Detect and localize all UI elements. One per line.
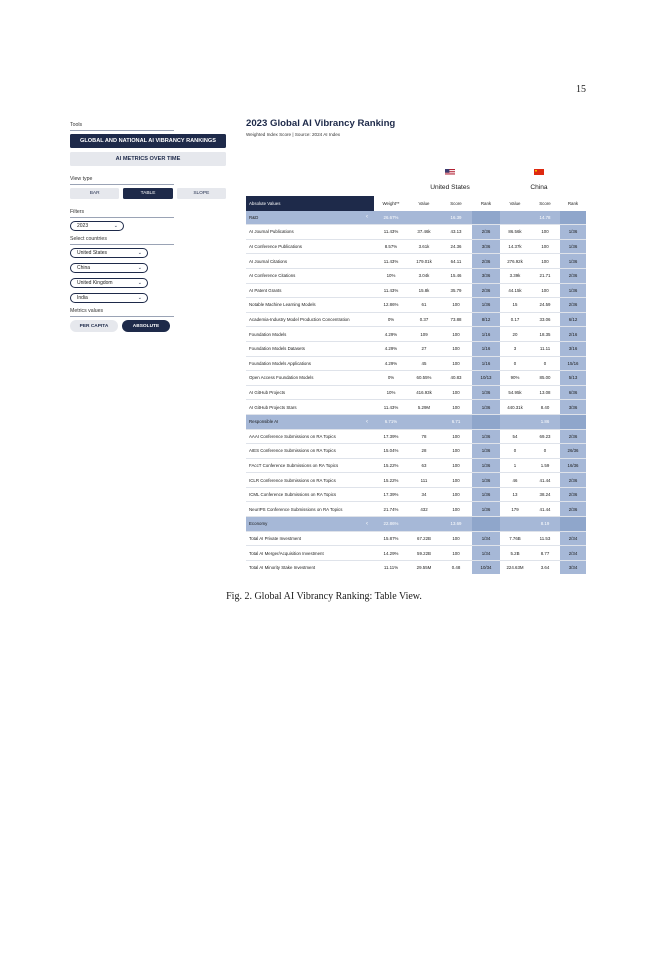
table-cell: FAccT Conference Submissions on RA Topics xyxy=(249,462,339,468)
table-header-row xyxy=(246,196,586,211)
table-row xyxy=(246,298,586,313)
table-cell: 46 xyxy=(512,477,518,483)
table-cell: 3.39k xyxy=(509,273,521,279)
table-cell: 100 xyxy=(452,462,460,468)
table-cell: 1/36 xyxy=(560,284,586,298)
view-type-toggle xyxy=(70,188,226,199)
category-row[interactable] xyxy=(246,415,586,430)
table-cell: 100 xyxy=(452,535,460,541)
table-cell: 0 xyxy=(513,360,517,366)
country-select-4[interactable] xyxy=(70,293,148,303)
table-cell: 416.93k xyxy=(416,390,432,396)
table-row xyxy=(246,357,586,372)
table-cell xyxy=(472,517,500,531)
table-cell: Notable Machine Learning Models xyxy=(249,302,316,308)
table-cell: 10% xyxy=(386,273,396,279)
table-cell: 100 xyxy=(541,287,549,293)
table-cell: 1/36 xyxy=(472,298,500,312)
table-cell: 1.59 xyxy=(540,462,550,468)
table-cell: 440.31k xyxy=(507,404,523,410)
table-cell: 3.61k xyxy=(418,244,430,250)
chevron-down-icon: ⌄ xyxy=(137,280,142,286)
table-cell: 73.88 xyxy=(450,317,462,323)
table-cell: 60.55% xyxy=(416,375,432,381)
year-select[interactable] xyxy=(70,221,124,231)
table-cell: 1 xyxy=(513,462,517,468)
figure-caption: Fig. 2. Global AI Vibrancy Ranking: Table View. xyxy=(226,591,422,602)
table-cell: 8.19 xyxy=(540,521,550,527)
table-row xyxy=(246,342,586,357)
table-cell: 21.71 xyxy=(539,273,551,279)
table-cell: 22.86% xyxy=(383,521,399,527)
table-row xyxy=(246,459,586,474)
table-cell: 67.22B xyxy=(417,535,431,541)
country-value: United Kingdom xyxy=(77,280,113,286)
table-cell: 54.95k xyxy=(508,390,522,396)
table-cell: 179 xyxy=(511,506,519,512)
table-cell: 14.29% xyxy=(383,550,399,556)
table-row xyxy=(246,371,586,386)
table-cell xyxy=(408,211,440,225)
table-cell: 21.74% xyxy=(383,506,399,512)
country-select-2[interactable] xyxy=(70,263,148,273)
country-header-china xyxy=(509,166,569,191)
table-cell: AI Journal Citations xyxy=(249,258,288,264)
collapse-chevron-icon[interactable]: ‹ xyxy=(366,418,368,425)
year-value: 2023 xyxy=(77,223,89,229)
table-cell: 10/13 xyxy=(472,371,500,385)
table-cell: 2/36 xyxy=(560,430,586,444)
table-cell: Economy xyxy=(249,521,268,527)
figure-screenshot xyxy=(68,112,588,574)
table-cell: 100 xyxy=(541,258,549,264)
table-cell: 2/36 xyxy=(560,473,586,487)
table-cell: 1/34 xyxy=(472,546,500,560)
table-cell: 2/36 xyxy=(472,225,500,239)
table-cell: 8.57% xyxy=(384,244,398,250)
table-cell: 100 xyxy=(452,346,460,352)
table-cell: 10/34 xyxy=(472,561,500,574)
table-cell: 15/16 xyxy=(560,357,586,371)
country-value: India xyxy=(77,295,88,301)
table-cell: 40.83 xyxy=(450,375,462,381)
table-cell: 1/36 xyxy=(472,400,500,414)
table-cell: 1/16 xyxy=(472,342,500,356)
table-cell: AI GitHub Projects xyxy=(249,390,286,396)
table-cell: 28 xyxy=(421,448,427,454)
table-cell: 0% xyxy=(387,317,395,323)
table-cell: 5.2B xyxy=(510,550,520,556)
column-header: Weight** xyxy=(382,200,400,206)
table-row xyxy=(246,269,586,284)
table-cell: 109 xyxy=(420,331,428,337)
table-cell: Open Access Foundation Models xyxy=(249,375,314,381)
table-cell: 15 xyxy=(512,302,518,308)
table-cell: 0.17 xyxy=(510,317,520,323)
table-cell: 35.79 xyxy=(450,287,462,293)
table-cell: 100 xyxy=(452,360,460,366)
table-cell: Total AI Merger/Acquisition Investment xyxy=(249,550,324,556)
table-cell: 1/16 xyxy=(472,327,500,341)
metrics-tool-button[interactable]: AI METRICS OVER TIME xyxy=(70,152,226,166)
table-cell: 0 xyxy=(513,448,517,454)
column-header: Value xyxy=(418,200,430,206)
table-cell: 14.78 xyxy=(539,214,551,220)
table-cell: AIES Conference Submissions on RA Topics xyxy=(249,448,336,454)
table-cell: 63 xyxy=(421,462,427,468)
table-row xyxy=(246,254,586,269)
table-cell: 3/36 xyxy=(560,400,586,414)
table-cell: 24.59 xyxy=(539,302,551,308)
table-cell xyxy=(500,211,530,225)
table-cell: 11.53 xyxy=(539,535,551,541)
table-cell: 13 xyxy=(512,492,518,498)
controls-panel xyxy=(70,122,226,332)
table-cell: 3/36 xyxy=(472,240,500,254)
table-row xyxy=(246,532,586,547)
table-row xyxy=(246,444,586,459)
table-cell: 2/36 xyxy=(560,488,586,502)
table-cell: 17.39% xyxy=(383,492,399,498)
table-row xyxy=(246,284,586,299)
table-cell: 24.36 xyxy=(450,244,462,250)
table-cell: Foundation Models Datasets xyxy=(249,346,305,352)
table-cell: 1/36 xyxy=(560,254,586,268)
table-cell: 34 xyxy=(421,492,427,498)
table-cell: 61 xyxy=(421,302,427,308)
table-row xyxy=(246,240,586,255)
table-row xyxy=(246,488,586,503)
table-cell: Responsible AI xyxy=(249,419,279,425)
table-cell xyxy=(560,415,586,429)
table-cell: 2/36 xyxy=(560,298,586,312)
table-cell: 11.43% xyxy=(383,404,399,410)
table-cell: 3/36 xyxy=(472,269,500,283)
table-cell: 15.04% xyxy=(383,448,399,454)
table-row xyxy=(246,502,586,517)
table-cell: AI GitHub Projects Stars xyxy=(249,404,297,410)
table-cell: 100 xyxy=(452,492,460,498)
table-cell: AI Conference Publications xyxy=(249,244,302,250)
table-cell: 5.29M xyxy=(417,404,431,410)
table-cell: 100 xyxy=(452,390,460,396)
table-row xyxy=(246,225,586,240)
view-type-label: View type xyxy=(70,176,174,185)
table-cell: 276.92k xyxy=(507,258,523,264)
table-cell: 1/16 xyxy=(472,357,500,371)
table-cell: AI Patent Grants xyxy=(249,287,282,293)
table-cell: 13.69 xyxy=(450,521,462,527)
table-cell: 3/16 xyxy=(560,342,586,356)
table-cell: 15.22% xyxy=(383,477,399,483)
table-cell: 111 xyxy=(420,477,428,483)
table-cell xyxy=(472,415,500,429)
chevron-down-icon: ⌄ xyxy=(137,250,142,256)
ranking-subtitle: Weighted Index Score | Source: 2024 AI Index xyxy=(246,132,341,137)
table-cell: 1/36 xyxy=(472,459,500,473)
collapse-chevron-icon[interactable]: ‹ xyxy=(366,520,368,527)
table-cell: 3 xyxy=(513,346,517,352)
country-select-3[interactable] xyxy=(70,278,148,288)
table-cell: NeurIPS Conference Submissions on RA Topics xyxy=(249,506,343,512)
table-cell: 20 xyxy=(512,331,518,337)
table-cell: 13.08 xyxy=(539,390,551,396)
table-cell: 0.48 xyxy=(451,565,461,571)
table-cell: 6/36 xyxy=(560,386,586,400)
table-cell: 224.63M xyxy=(506,565,524,571)
table-cell: 6.71 xyxy=(451,419,461,425)
table-cell: 100 xyxy=(452,506,460,512)
table-cell: 44.15k xyxy=(508,287,522,293)
table-cell: 6.71% xyxy=(384,419,398,425)
page-number: 15 xyxy=(576,84,586,95)
column-header: Rank xyxy=(567,200,579,206)
chevron-down-icon: ⌄ xyxy=(137,265,142,271)
country-header-us xyxy=(420,166,480,191)
filters-label: Filters xyxy=(70,209,174,218)
country-select-1[interactable] xyxy=(70,248,148,258)
us-flag-icon xyxy=(445,169,455,176)
table-cell: 64.11 xyxy=(450,258,462,264)
table-cell: 2/34 xyxy=(560,546,586,560)
category-row[interactable] xyxy=(246,211,586,226)
table-cell: 16.39 xyxy=(450,214,462,220)
table-cell: 59.22B xyxy=(417,550,431,556)
table-cell: 15.8k xyxy=(418,287,430,293)
table-cell: 86.56k xyxy=(508,229,522,235)
table-cell: 1/36 xyxy=(560,225,586,239)
table-cell: 11.11% xyxy=(383,565,399,571)
table-cell: 5/13 xyxy=(560,371,586,385)
table-cell: 1/36 xyxy=(472,444,500,458)
tools-label: Tools xyxy=(70,122,174,131)
table-cell: 0.37 xyxy=(419,317,429,323)
table-cell: 69.23 xyxy=(539,433,551,439)
table-cell: 78 xyxy=(421,433,427,439)
ranking-panel xyxy=(246,112,586,571)
table-cell: 2/36 xyxy=(560,502,586,516)
table-cell: 100 xyxy=(452,448,460,454)
table-cell: 26.67% xyxy=(383,214,399,220)
table-cell: 15.87% xyxy=(383,535,399,541)
table-cell xyxy=(560,517,586,531)
ranking-title: 2023 Global AI Vibrancy Ranking xyxy=(246,118,396,129)
table-cell: 16/36 xyxy=(560,459,586,473)
table-cell: 14.37k xyxy=(508,244,522,250)
column-header: Score xyxy=(450,200,462,206)
per-capita-button[interactable]: PER CAPITA xyxy=(70,320,118,332)
absolute-button[interactable]: ABSOLUTE xyxy=(122,320,170,332)
china-flag-icon xyxy=(534,169,544,176)
table-cell: 4.29% xyxy=(384,360,398,366)
country-value: China xyxy=(77,265,91,271)
table-row xyxy=(246,400,586,415)
table-cell: Total AI Minority Stake Investment xyxy=(249,565,316,571)
table-cell: 85.00 xyxy=(539,375,551,381)
table-cell: 100 xyxy=(452,477,460,483)
collapse-chevron-icon[interactable]: ‹ xyxy=(366,214,368,221)
table-cell: 100 xyxy=(452,302,460,308)
table-cell: 43.13 xyxy=(450,229,462,235)
table-cell: 100 xyxy=(452,550,460,556)
table-cell: 11.43% xyxy=(383,258,399,264)
table-row xyxy=(246,473,586,488)
table-cell: ICML Conference Submissions on RA Topics xyxy=(249,492,337,498)
country-value: United States xyxy=(77,250,108,256)
table-cell: 0% xyxy=(387,375,395,381)
table-cell: 17.39% xyxy=(383,433,399,439)
table-cell: 3.04k xyxy=(418,273,430,279)
table-row xyxy=(246,546,586,561)
table-cell: Total AI Private Investment xyxy=(249,535,301,541)
table-cell: 1/36 xyxy=(472,473,500,487)
table-cell: 179.01k xyxy=(416,258,432,264)
rankings-tool-button[interactable]: GLOBAL AND NATIONAL AI VIBRANCY RANKINGS xyxy=(70,134,226,148)
table-cell: 2/36 xyxy=(472,254,500,268)
table-cell: 11.43% xyxy=(383,229,399,235)
table-cell xyxy=(500,415,530,429)
view-slope-button[interactable]: SLOPE xyxy=(177,188,226,199)
table-cell: 1/36 xyxy=(472,488,500,502)
table-cell: 100 xyxy=(452,331,460,337)
table-cell: 100 xyxy=(541,229,549,235)
table-cell: 1/34 xyxy=(472,532,500,546)
metrics-toggle xyxy=(70,320,226,332)
table-cell: 0 xyxy=(543,448,547,454)
table-row xyxy=(246,561,586,574)
table-cell: 45 xyxy=(421,360,427,366)
table-row xyxy=(246,430,586,445)
table-cell: 11.43% xyxy=(383,287,399,293)
table-cell: 1/36 xyxy=(472,386,500,400)
table-cell: 26/36 xyxy=(560,444,586,458)
table-cell xyxy=(408,415,440,429)
table-cell: 3.64 xyxy=(540,565,550,571)
table-cell: 37.46k xyxy=(417,229,431,235)
column-header: Absolute Values xyxy=(246,196,374,211)
table-cell: 29.55M xyxy=(416,565,432,571)
table-cell: 38.24 xyxy=(539,492,551,498)
table-cell: 54 xyxy=(512,433,518,439)
table-cell: 2/34 xyxy=(560,532,586,546)
country-name: China xyxy=(530,184,548,191)
column-header: Rank xyxy=(480,200,492,206)
table-cell: 2/36 xyxy=(560,269,586,283)
category-row[interactable] xyxy=(246,517,586,532)
ranking-table xyxy=(246,196,586,574)
table-cell: 41.44 xyxy=(539,477,551,483)
table-cell: 15.46 xyxy=(450,273,462,279)
table-cell: Foundation Models xyxy=(249,331,287,337)
table-cell: 2/16 xyxy=(560,327,586,341)
table-cell: 8.40 xyxy=(540,404,550,410)
table-cell: 4.29% xyxy=(384,346,398,352)
table-row xyxy=(246,313,586,328)
table-cell xyxy=(560,211,586,225)
table-cell: 33.06 xyxy=(539,317,551,323)
column-header: Score xyxy=(539,200,551,206)
table-cell: 1/36 xyxy=(560,240,586,254)
table-cell: 4.29% xyxy=(384,331,398,337)
table-cell: 100 xyxy=(452,433,460,439)
table-cell: 41.44 xyxy=(539,506,551,512)
column-header: Value xyxy=(509,200,521,206)
chevron-down-icon: ⌄ xyxy=(113,223,118,229)
table-cell: 11.11 xyxy=(539,346,551,352)
table-cell: 1/36 xyxy=(472,430,500,444)
table-cell: 15.22% xyxy=(383,462,399,468)
chevron-down-icon: ⌄ xyxy=(137,295,142,301)
table-cell: 1.86 xyxy=(540,419,550,425)
metrics-values-label: Metrics values xyxy=(70,308,174,317)
table-cell: 0 xyxy=(543,360,547,366)
table-row xyxy=(246,327,586,342)
table-cell: R&D xyxy=(249,214,259,220)
table-cell: 3/34 xyxy=(560,561,586,574)
select-countries-label: Select countries xyxy=(70,236,174,245)
table-cell: 18.35 xyxy=(539,331,551,337)
table-cell: Academia-Industry Model Production Concentration xyxy=(249,317,350,323)
table-cell: 12.86% xyxy=(383,302,399,308)
view-table-button[interactable]: TABLE xyxy=(123,188,172,199)
table-cell: 100 xyxy=(541,244,549,250)
table-cell: 90% xyxy=(510,375,520,381)
view-bar-button[interactable]: BAR xyxy=(70,188,119,199)
table-cell: AI Conference Citations xyxy=(249,273,296,279)
table-cell: 27 xyxy=(421,346,427,352)
table-cell: 100 xyxy=(452,404,460,410)
table-cell: 7.76B xyxy=(509,535,521,541)
table-cell: AI Journal Publications xyxy=(249,229,294,235)
table-cell: 2/36 xyxy=(472,284,500,298)
table-cell: 6/12 xyxy=(560,313,586,327)
table-cell: AAAI Conference Submissions on RA Topics xyxy=(249,433,336,439)
table-cell: 1/36 xyxy=(472,502,500,516)
table-cell: ICLR Conference Submissions on RA Topics xyxy=(249,477,336,483)
table-row xyxy=(246,386,586,401)
table-cell xyxy=(408,517,440,531)
table-cell: Foundation Models Applications xyxy=(249,360,311,366)
table-cell: 8.77 xyxy=(540,550,550,556)
table-cell xyxy=(500,517,530,531)
table-cell: 10% xyxy=(386,390,396,396)
table-cell xyxy=(472,211,500,225)
table-cell: 432 xyxy=(420,506,428,512)
country-name: United States xyxy=(430,184,470,191)
table-cell: 8/12 xyxy=(472,313,500,327)
